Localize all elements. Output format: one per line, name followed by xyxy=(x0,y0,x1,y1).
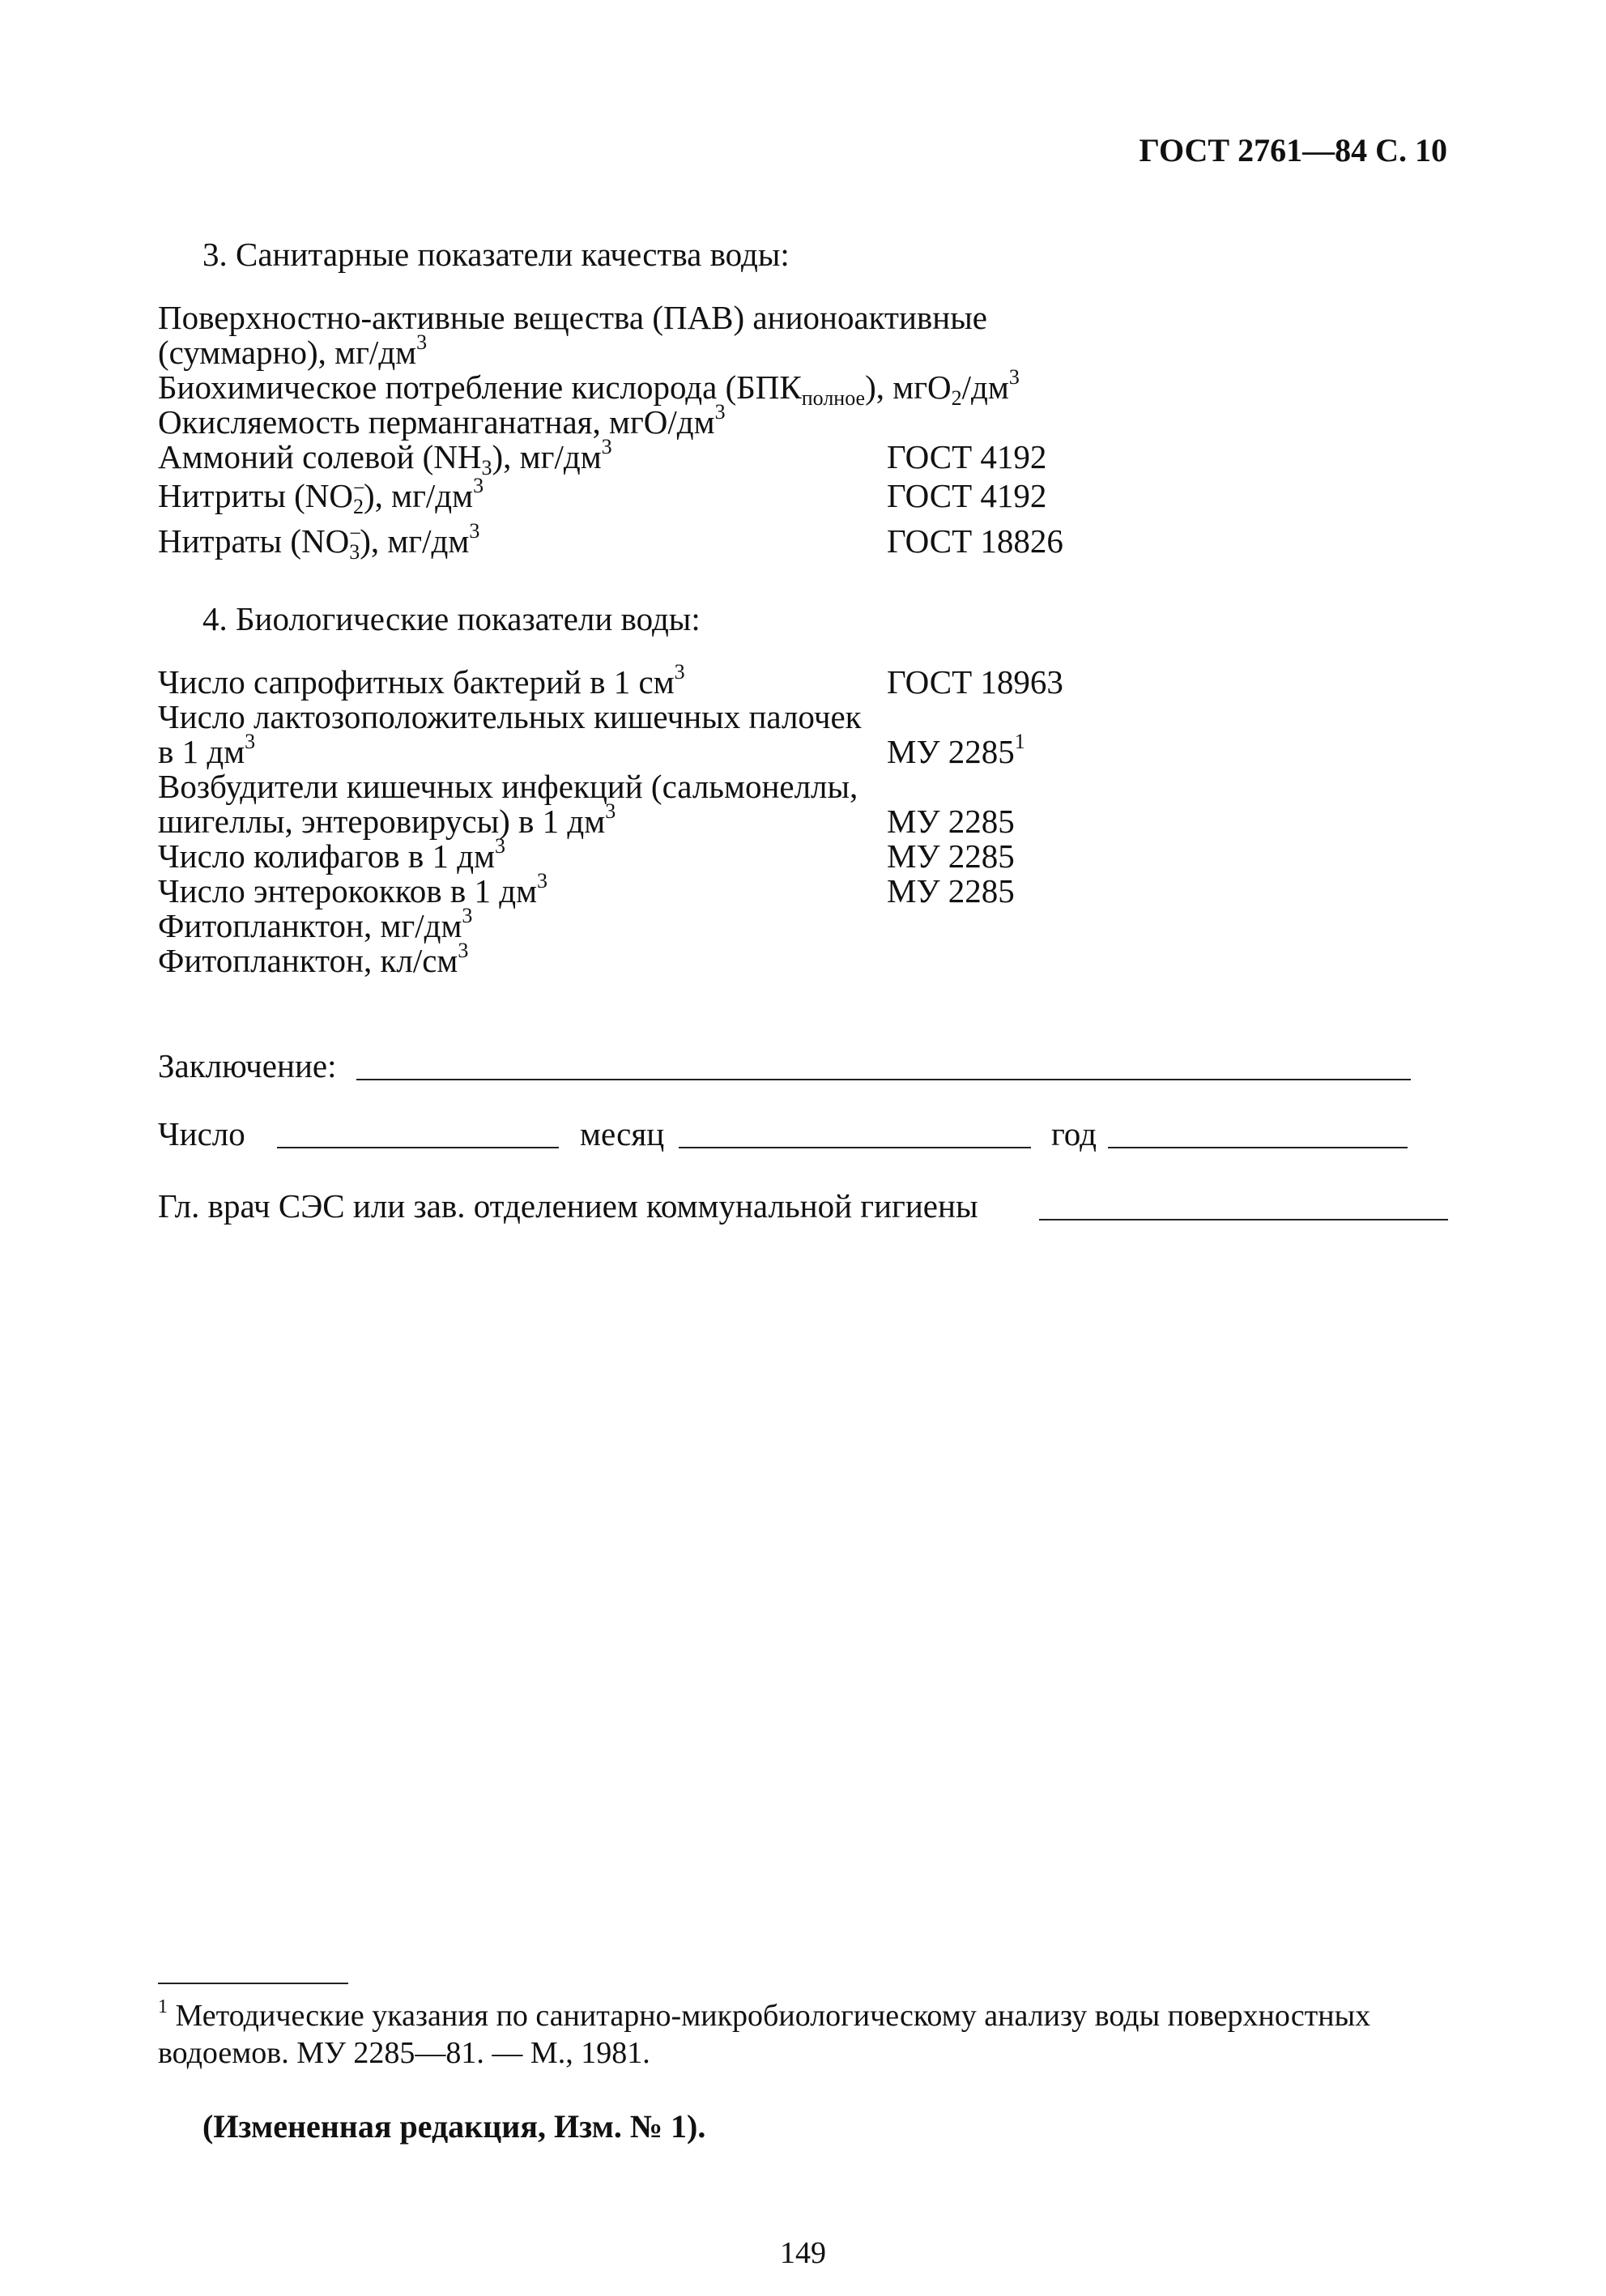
standard-reference: ГОСТ 18963 xyxy=(887,663,1063,701)
indicator-label: Фитопланктон, $мг/дм^3$ xyxy=(158,904,473,944)
month-blank-line xyxy=(679,1147,1031,1148)
standard-reference: ГОСТ 18826 xyxy=(887,522,1063,560)
standard-reference: МУ 2285$^1$ xyxy=(887,730,1025,770)
month-label: месяц xyxy=(580,1115,665,1152)
page-header: ГОСТ 2761—84 С. 10 xyxy=(1139,132,1447,168)
indicator-label: Число колифагов в 1 $дм^3$ xyxy=(158,834,506,875)
year-label: год xyxy=(1051,1115,1097,1152)
standard-reference: ГОСТ 4192 xyxy=(887,438,1047,475)
indicator-label: Число лактозоположительных кишечных палочек xyxy=(158,698,862,735)
indicator-label: Нитраты ($NO_3$ − ), $мг/дм^3$ xyxy=(158,519,480,564)
footnote-marker: 1 xyxy=(158,1996,168,2017)
indicator-label: Поверхностно-активные вещества (ПАВ) анионоактивные xyxy=(158,299,987,336)
indicator-label: (суммарно), $мг/дм^3$ xyxy=(158,330,428,371)
footnote-marker: 1 xyxy=(1014,730,1025,753)
standard-reference: ГОСТ 4192 xyxy=(887,477,1047,514)
standard-reference: МУ 2285 xyxy=(887,803,1015,840)
conclusion-label: Заключение: xyxy=(158,1047,337,1084)
indicator-label: шигеллы, энтеровирусы) в 1 $дм^3$ xyxy=(158,799,616,840)
section-3-title: 3. Санитарные показатели качества воды: xyxy=(202,236,790,273)
indicator-label: Фитопланктон, $кл/см^3$ xyxy=(158,939,469,979)
day-label: Число xyxy=(158,1115,245,1152)
indicator-label: Аммоний солевой $(NH_3)$, $мг/дм^3$ xyxy=(158,435,612,479)
indicator-label: в 1 $дм^3$ xyxy=(158,730,256,770)
indicator-label: Окисляемость перманганатная, мгО/$дм^3$ xyxy=(158,400,726,441)
indicator-label: Возбудители кишечных инфекций (сальмонеллы, xyxy=(158,768,858,805)
indicator-label: Нитриты ($NO_2$ − ), $мг/дм^3$ xyxy=(158,474,484,518)
doctor-signature-blank-line xyxy=(1039,1219,1448,1220)
indicator-label: Число энтерококков в 1 $дм^3$ xyxy=(158,869,548,909)
edited-note: (Измененная редакция, Изм. № 1). xyxy=(202,2108,706,2145)
page-number: 149 xyxy=(780,2236,826,2270)
footnote: $^1$ Методические указания по санитарно-микробиологическому анализу воды поверхностных водоемов. МУ 2285—81. — М., 1981. xyxy=(158,1996,1371,2070)
standard-reference: МУ 2285 xyxy=(887,837,1015,875)
indicator-label: Биохимическое потребление кислорода $(БПК_{полное})$, $мгО_2/дм^3$ xyxy=(158,365,1020,410)
doctor-signature-label: Гл. врач СЭС или зав. отделением коммунальной гигиены xyxy=(158,1187,978,1225)
standard-reference: МУ 2285 xyxy=(887,872,1015,909)
indicator-label: Число сапрофитных бактерий в 1 $см^3$ xyxy=(158,660,685,701)
day-blank-line xyxy=(277,1147,559,1148)
section-4-title: 4. Биологические показатели воды: xyxy=(202,600,701,637)
footnote-separator xyxy=(158,1983,348,1984)
year-blank-line xyxy=(1108,1147,1408,1148)
conclusion-blank-line xyxy=(356,1079,1411,1080)
